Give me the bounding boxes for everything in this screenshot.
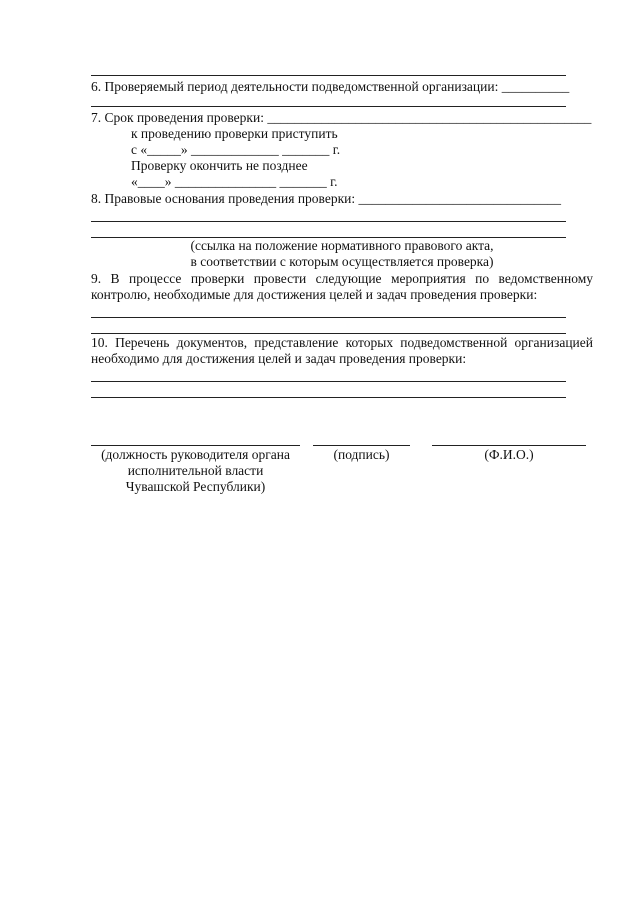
name-signature-line <box>432 445 586 446</box>
name-caption: (Ф.И.О.) <box>484 447 534 462</box>
item-9-line-2: контролю, необходимые для достижения целей и задач проведения проверки: <box>91 287 538 302</box>
item-8-note-line-1: (ссылка на положение нормативного правового акта, <box>190 238 494 253</box>
blank-line <box>91 106 566 107</box>
blank-line <box>91 221 566 222</box>
blank-line <box>91 317 566 318</box>
position-caption-line-1: (должность руководителя органа <box>101 447 290 462</box>
blank-line <box>91 75 566 76</box>
item-7-start-date: с «_____» _____________ _______ г. <box>131 142 341 157</box>
position-caption-line-2: исполнительной власти <box>127 463 264 478</box>
position-caption-line-3: Чувашской Республики) <box>125 479 266 494</box>
item-7-end-text: Проверку окончить не позднее <box>131 158 308 173</box>
item-6-label: 6. Проверяемый период деятельности подведомственной организации: __________ <box>91 79 570 94</box>
position-signature-line <box>91 445 300 446</box>
item-8-note-line-2: в соответствии с которым осуществляется проверка) <box>190 254 494 269</box>
blank-line <box>91 397 566 398</box>
signature-caption: (подпись) <box>333 447 390 462</box>
blank-line <box>91 333 566 334</box>
item-10-line-2: необходимо для достижения целей и задач проведения проверки: <box>91 351 467 366</box>
item-10-line-1: 10. Перечень документов, представление которых подведомственной организацией <box>91 335 593 350</box>
item-8-label: 8. Правовые основания проведения проверки: ______________________________ <box>91 191 562 206</box>
item-7-start-text: к проведению проверки приступить <box>131 126 338 141</box>
item-7-end-date: «____» _______________ _______ г. <box>131 174 338 189</box>
item-9-line-1: 9. В процессе проверки провести следующие мероприятия по ведомственному <box>91 271 593 286</box>
blank-line <box>91 381 566 382</box>
item-7-label: 7. Срок проведения проверки: ________________________________________________ <box>91 110 592 125</box>
signature-line <box>313 445 410 446</box>
